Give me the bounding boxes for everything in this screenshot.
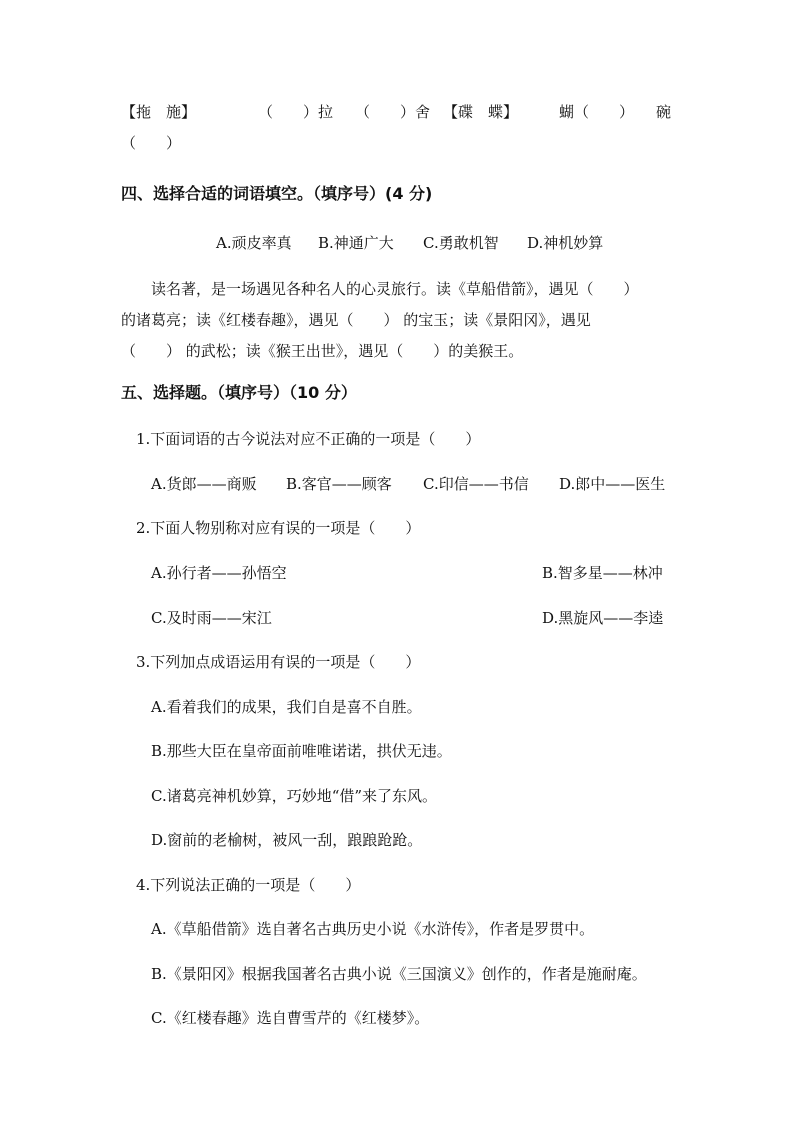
section-4-paragraph-line-3: （ ） 的武松；读《猴王出世》，遇见（ ）的美猴王。 [121,342,524,360]
word-group-label-2: 【碟 蝶】 [443,103,519,121]
question-4-option-c: C.《红楼春趣》选自曹雪芹的《红楼梦》。 [151,1009,430,1027]
question-2-option-b: B.智多星——林冲 [542,564,663,582]
section-4-option-a: A.顽皮率真 [216,234,292,252]
question-3-stem: 3.下列加点成语运用有误的一项是（ ） [136,653,421,671]
question-1-stem: 1.下面词语的古今说法对应不正确的一项是（ ） [136,430,481,448]
question-2-option-a: A.孙行者——孙悟空 [151,564,287,582]
question-4-option-b: B.《景阳冈》根据我国著名古典小说《三国演义》创作的，作者是施耐庵。 [151,965,647,983]
fill-item-1: （ ）拉 [258,103,334,121]
question-3-option-c: C.诸葛亮神机妙算，巧妙地“借”来了东风。 [151,787,438,805]
question-2-option-c: C.及时雨——宋江 [151,609,272,627]
question-1-option-c: C.印信——书信 [423,475,529,493]
fill-item-3: 蝴（ ） [559,103,635,121]
question-3-option-b: B.那些大臣在皇帝面前唯唯诺诺，拱伏无违。 [151,742,452,760]
section-4-heading: 四、选择合适的词语填空。（填序号）(4 分) [121,184,433,203]
question-2-stem: 2.下面人物别称对应有误的一项是（ ） [136,519,421,537]
question-1-option-d: D.郎中——医生 [559,475,666,493]
fill-item-4: 碗 [656,103,672,121]
word-group-label-1: 【拖 施】 [121,103,197,121]
question-4-option-a: A.《草船借箭》选自著名古典历史小说《水浒传》，作者是罗贯中。 [151,920,595,938]
question-1-option-a: A.货郎——商贩 [151,475,257,493]
section-4-option-b: B.神通广大 [318,234,394,252]
section-4-paragraph-line-2: 的诸葛亮；读《红楼春趣》，遇见（ ） 的宝玉；读《景阳冈》，遇见 [121,311,591,329]
section-4-option-d: D.神机妙算 [527,234,604,252]
question-2-option-d: D.黑旋风——李逵 [542,609,664,627]
fill-item-2: （ ）舍 [355,103,431,121]
section-4-paragraph-line-1: 读名著，是一场遇见各种名人的心灵旅行。读《草船借箭》，遇见（ ） [151,280,639,298]
section-5-heading: 五、选择题。（填序号）（10 分） [121,383,357,402]
section-4-option-c: C.勇敢机智 [423,234,499,252]
question-4-stem: 4.下列说法正确的一项是（ ） [136,876,361,894]
question-3-option-a: A.看着我们的成果，我们自是喜不自胜。 [151,698,422,716]
question-1-option-b: B.客官——顾客 [286,475,392,493]
fill-item-4-blank: （ ） [121,134,182,152]
question-3-option-d: D.窗前的老榆树，被风一刮，踉踉跄跄。 [151,831,423,849]
